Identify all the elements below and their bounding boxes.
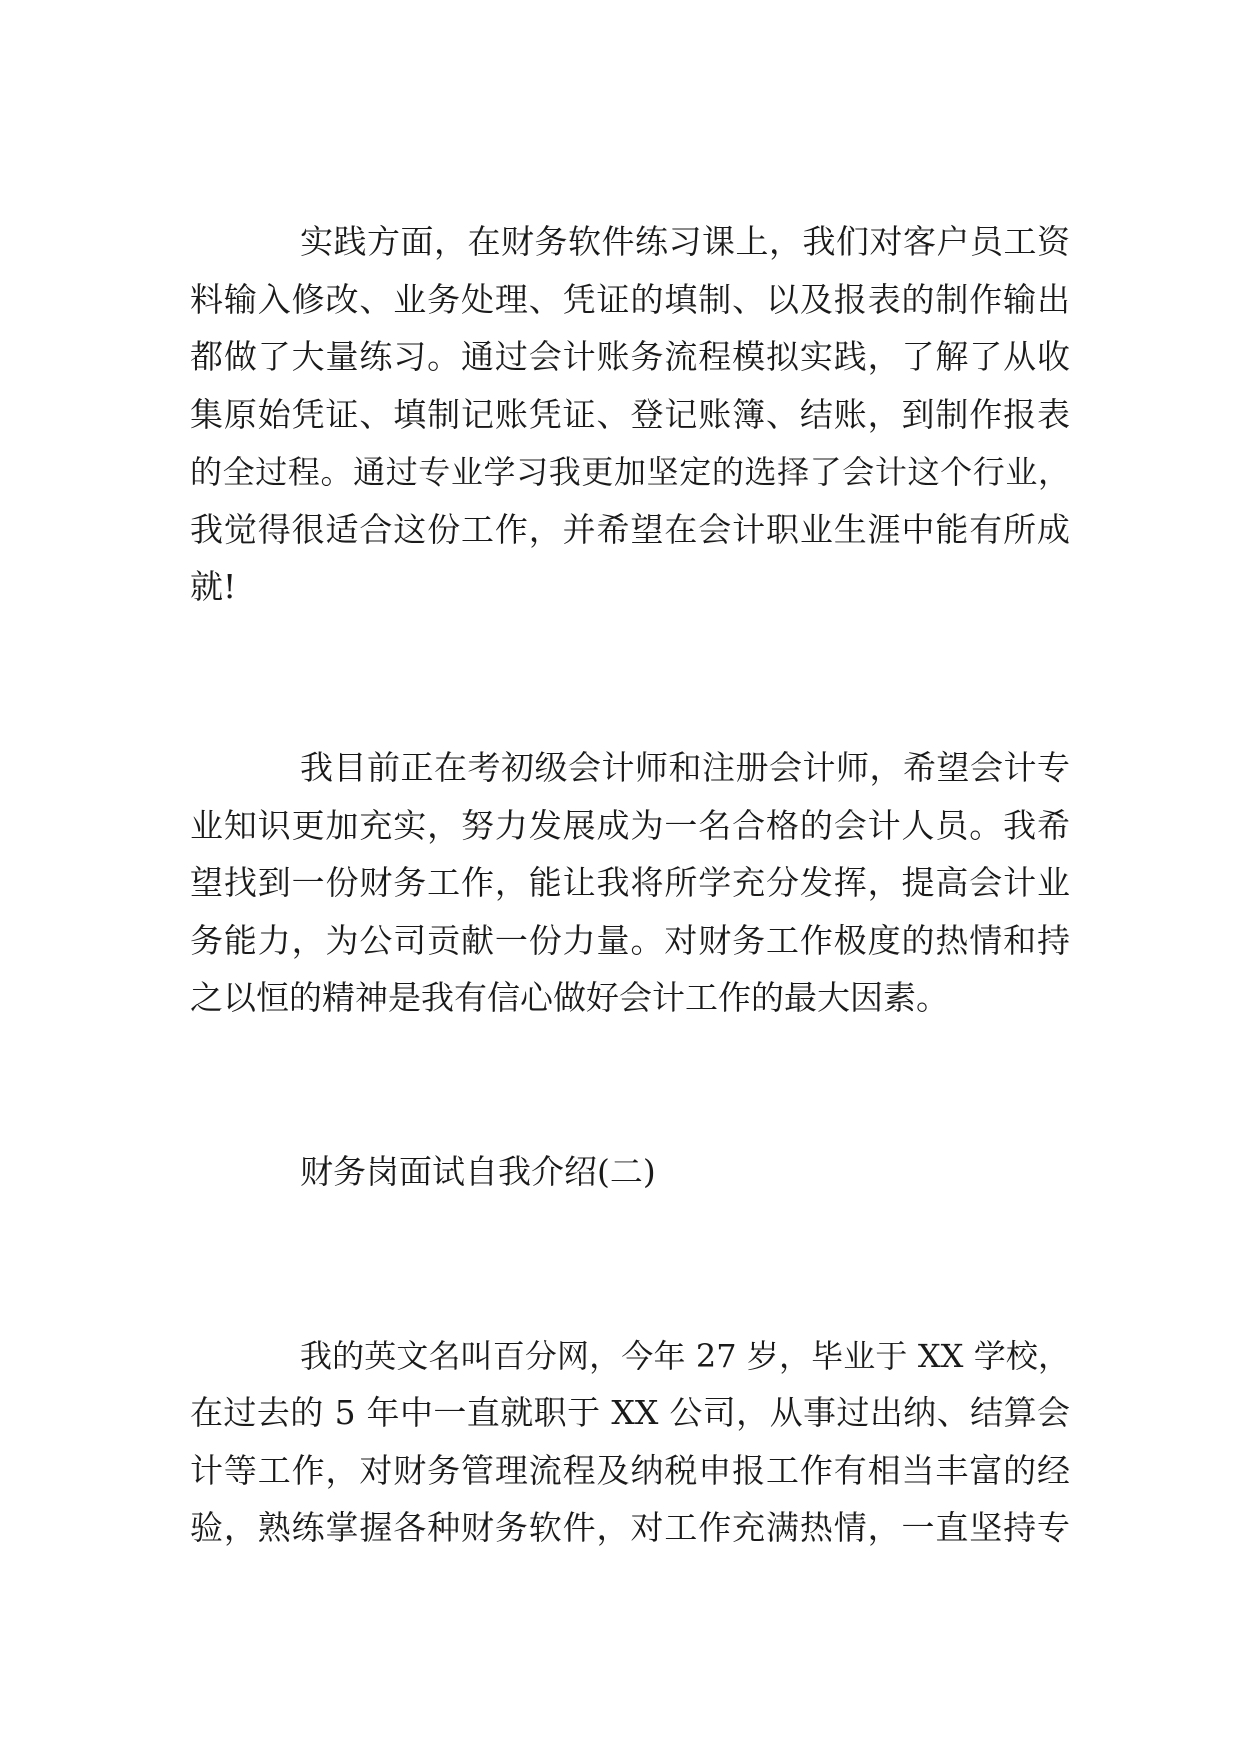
paragraph-line: 我目前正在考初级会计师和注册会计师，希望会计专	[300, 748, 1070, 787]
paragraph-line: 业知识更加充实，努力发展成为一名合格的会计人员。我希	[190, 806, 1070, 845]
paragraph-line: 都做了大量练习。通过会计账务流程模拟实践，了解了从收	[190, 337, 1070, 376]
paragraph-line: 计等工作，对财务管理流程及纳税申报工作有相当丰富的经	[190, 1451, 1070, 1490]
paragraph-line: 务能力，为公司贡献一份力量。对财务工作极度的热情和持	[190, 921, 1070, 960]
paragraph-line: 之以恒的精神是我有信心做好会计工作的最大因素。	[190, 978, 949, 1017]
paragraph-line: 验，熟练掌握各种财务软件，对工作充满热情，一直坚持专	[190, 1508, 1070, 1547]
paragraph-line: 我觉得很适合这份工作，并希望在会计职业生涯中能有所成	[190, 510, 1070, 549]
paragraph-line: 集原始凭证、填制记账凭证、登记账簿、结账，到制作报表	[190, 395, 1070, 434]
section-heading: 财务岗面试自我介绍(二)	[300, 1152, 656, 1191]
paragraph-line: 料输入修改、业务处理、凭证的填制、以及报表的制作输出	[190, 280, 1070, 319]
paragraph-line: 望找到一份财务工作，能让我将所学充分发挥，提高会计业	[190, 863, 1070, 902]
paragraph-line: 在过去的 5 年中一直就职于 XX 公司，从事过出纳、结算会	[190, 1393, 1070, 1432]
paragraph-line: 就!	[190, 567, 237, 606]
paragraph-line: 实践方面，在财务软件练习课上，我们对客户员工资	[300, 222, 1070, 261]
paragraph-line: 的全过程。通过专业学习我更加坚定的选择了会计这个行业，	[190, 453, 1070, 491]
paragraph-line: 我的英文名叫百分网，今年 27 岁，毕业于 XX 学校，	[300, 1337, 1070, 1375]
